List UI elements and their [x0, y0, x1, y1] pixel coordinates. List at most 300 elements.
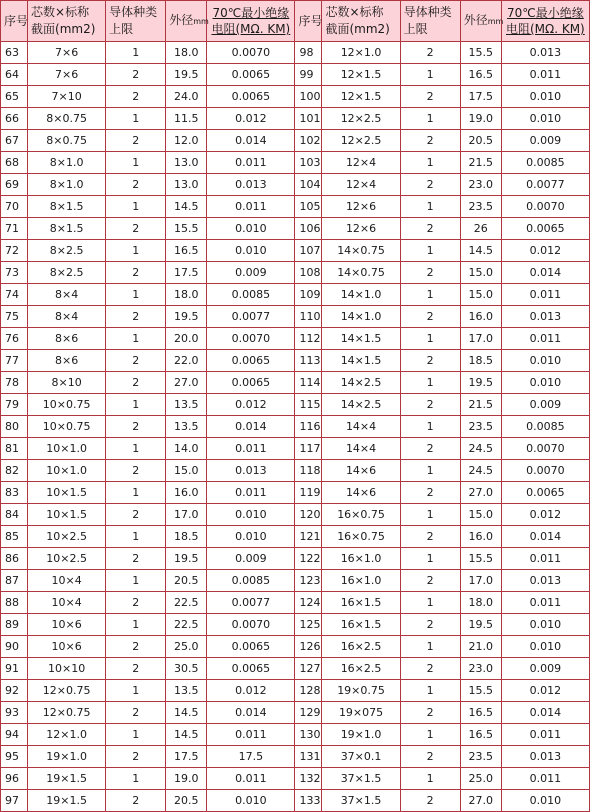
cell-no-left: 78 — [1, 372, 28, 394]
cell-insulation-resistance-left: 0.010 — [207, 218, 295, 240]
cell-no-right: 114 — [295, 372, 322, 394]
table-row — [1, 658, 590, 680]
cell-insulation-resistance-right: 0.010 — [501, 636, 589, 658]
table-row — [1, 130, 590, 152]
cell-insulation-resistance-left: 0.0077 — [207, 592, 295, 614]
cell-no-left: 76 — [1, 328, 28, 350]
table-row — [1, 570, 590, 592]
cell-conductor-type-left: 1 — [106, 108, 166, 130]
cell-outer-diameter-right: 21.5 — [460, 152, 501, 174]
cell-conductor-type-right: 1 — [400, 240, 460, 262]
cell-insulation-resistance-left: 0.012 — [207, 108, 295, 130]
cell-cross-section-right: 37×1.5 — [322, 790, 400, 812]
table-row — [1, 350, 590, 372]
cell-cross-section-right: 12×4 — [322, 174, 400, 196]
cell-insulation-resistance-left: 0.011 — [207, 152, 295, 174]
cell-outer-diameter-right: 17.5 — [460, 86, 501, 108]
cell-no-right: 116 — [295, 416, 322, 438]
cell-no-left: 95 — [1, 746, 28, 768]
cell-insulation-resistance-left: 0.011 — [207, 482, 295, 504]
cell-outer-diameter-left: 17.0 — [166, 504, 207, 526]
cell-no-left: 81 — [1, 438, 28, 460]
cell-conductor-type-right: 1 — [400, 768, 460, 790]
cell-no-right: 128 — [295, 680, 322, 702]
table-row — [1, 746, 590, 768]
cell-conductor-type-left: 1 — [106, 152, 166, 174]
cell-cross-section-left: 10×0.75 — [28, 416, 106, 438]
cell-outer-diameter-right: 18.0 — [460, 592, 501, 614]
cell-cross-section-right: 14×2.5 — [322, 372, 400, 394]
table-row — [1, 328, 590, 350]
cell-insulation-resistance-left: 0.014 — [207, 702, 295, 724]
cell-conductor-type-left: 2 — [106, 218, 166, 240]
cell-outer-diameter-left: 15.5 — [166, 218, 207, 240]
cell-cross-section-left: 7×10 — [28, 86, 106, 108]
cell-cross-section-left: 8×2.5 — [28, 262, 106, 284]
cell-no-right: 113 — [295, 350, 322, 372]
cell-no-left: 75 — [1, 306, 28, 328]
cell-conductor-type-left: 1 — [106, 438, 166, 460]
cell-conductor-type-left: 1 — [106, 526, 166, 548]
cell-conductor-type-left: 1 — [106, 570, 166, 592]
header-no-left: 序号 — [1, 1, 28, 42]
cell-outer-diameter-left: 14.5 — [166, 196, 207, 218]
table-row — [1, 460, 590, 482]
cell-outer-diameter-right: 24.5 — [460, 438, 501, 460]
cell-conductor-type-left: 2 — [106, 460, 166, 482]
cell-outer-diameter-left: 14.5 — [166, 724, 207, 746]
cell-insulation-resistance-right: 0.013 — [501, 570, 589, 592]
cell-outer-diameter-left: 13.5 — [166, 680, 207, 702]
cell-insulation-resistance-left: 0.011 — [207, 768, 295, 790]
cell-cross-section-right: 16×1.5 — [322, 614, 400, 636]
cell-no-right: 99 — [295, 64, 322, 86]
cell-conductor-type-right: 1 — [400, 328, 460, 350]
cell-no-left: 70 — [1, 196, 28, 218]
header-insulation-line2: 电阻(MΩ. KM) — [211, 22, 291, 36]
cell-insulation-resistance-right: 0.011 — [501, 768, 589, 790]
cell-conductor-type-left: 1 — [106, 614, 166, 636]
cell-conductor-type-left: 1 — [106, 328, 166, 350]
cell-conductor-type-right: 2 — [400, 790, 460, 812]
cell-insulation-resistance-right: 0.014 — [501, 702, 589, 724]
cell-cross-section-right: 14×0.75 — [322, 240, 400, 262]
cell-insulation-resistance-right: 0.011 — [501, 64, 589, 86]
cell-outer-diameter-left: 24.0 — [166, 86, 207, 108]
cell-insulation-resistance-left: 0.012 — [207, 394, 295, 416]
cell-insulation-resistance-right: 0.0070 — [501, 460, 589, 482]
cell-conductor-type-right: 2 — [400, 702, 460, 724]
cell-insulation-resistance-right: 0.010 — [501, 350, 589, 372]
cell-no-left: 73 — [1, 262, 28, 284]
cell-cross-section-right: 12×1.5 — [322, 86, 400, 108]
cell-cross-section-left: 10×1.0 — [28, 460, 106, 482]
cell-insulation-resistance-left: 0.014 — [207, 130, 295, 152]
cell-no-right: 101 — [295, 108, 322, 130]
cell-outer-diameter-left: 13.0 — [166, 174, 207, 196]
cell-conductor-type-right: 2 — [400, 570, 460, 592]
cell-no-right: 110 — [295, 306, 322, 328]
cell-outer-diameter-right: 15.0 — [460, 262, 501, 284]
cell-insulation-resistance-right: 0.010 — [501, 108, 589, 130]
cell-insulation-resistance-left: 0.009 — [207, 262, 295, 284]
cell-cross-section-left: 19×1.5 — [28, 790, 106, 812]
header-conductor-type-line2: 上限 — [403, 22, 428, 36]
cell-conductor-type-right: 2 — [400, 350, 460, 372]
cell-conductor-type-right: 1 — [400, 416, 460, 438]
table-row — [1, 702, 590, 724]
cell-conductor-type-right: 1 — [400, 108, 460, 130]
cell-cross-section-left: 8×0.75 — [28, 108, 106, 130]
cell-conductor-type-right: 1 — [400, 592, 460, 614]
cell-insulation-resistance-left: 0.0070 — [207, 328, 295, 350]
cell-insulation-resistance-right: 0.011 — [501, 328, 589, 350]
cell-outer-diameter-right: 19.5 — [460, 372, 501, 394]
header-conductor-type-line2: 上限 — [109, 22, 134, 36]
cell-cross-section-left: 10×10 — [28, 658, 106, 680]
cell-outer-diameter-right: 23.0 — [460, 658, 501, 680]
cell-no-right: 120 — [295, 504, 322, 526]
cell-insulation-resistance-right: 0.012 — [501, 240, 589, 262]
cell-outer-diameter-right: 20.5 — [460, 130, 501, 152]
cell-conductor-type-left: 2 — [106, 416, 166, 438]
cell-insulation-resistance-left: 0.0077 — [207, 306, 295, 328]
table-row — [1, 504, 590, 526]
cell-outer-diameter-left: 13.0 — [166, 152, 207, 174]
cell-cross-section-left: 10×6 — [28, 614, 106, 636]
cell-conductor-type-right: 2 — [400, 262, 460, 284]
cell-insulation-resistance-right: 0.0077 — [501, 174, 589, 196]
cell-outer-diameter-right: 21.0 — [460, 636, 501, 658]
cell-outer-diameter-right: 15.5 — [460, 548, 501, 570]
cell-conductor-type-left: 2 — [106, 790, 166, 812]
cell-cross-section-left: 8×2.5 — [28, 240, 106, 262]
cell-no-left: 79 — [1, 394, 28, 416]
cell-insulation-resistance-right: 0.0085 — [501, 416, 589, 438]
table-row — [1, 108, 590, 130]
cell-conductor-type-left: 1 — [106, 768, 166, 790]
cell-no-right: 127 — [295, 658, 322, 680]
cell-cross-section-right: 14×1.5 — [322, 350, 400, 372]
cell-conductor-type-right: 2 — [400, 394, 460, 416]
cell-cross-section-right: 14×1.5 — [322, 328, 400, 350]
cell-cross-section-left: 8×1.0 — [28, 152, 106, 174]
cell-no-left: 89 — [1, 614, 28, 636]
cell-insulation-resistance-right: 0.013 — [501, 746, 589, 768]
cell-outer-diameter-left: 16.5 — [166, 240, 207, 262]
cell-insulation-resistance-left: 0.009 — [207, 548, 295, 570]
cell-cross-section-right: 12×2.5 — [322, 130, 400, 152]
cell-conductor-type-right: 2 — [400, 306, 460, 328]
cell-no-right: 115 — [295, 394, 322, 416]
header-outer-diameter-label: 外径 — [169, 13, 194, 27]
header-cross-section-line2: 截面(mm2) — [325, 22, 390, 36]
cell-outer-diameter-left: 19.5 — [166, 306, 207, 328]
cell-insulation-resistance-right: 0.009 — [501, 658, 589, 680]
header-outer-diameter-label: 外径 — [463, 13, 488, 27]
cell-outer-diameter-left: 14.0 — [166, 438, 207, 460]
cell-insulation-resistance-right: 0.0065 — [501, 218, 589, 240]
cell-no-left: 67 — [1, 130, 28, 152]
cell-cross-section-left: 8×0.75 — [28, 130, 106, 152]
table-row — [1, 174, 590, 196]
cell-insulation-resistance-right: 0.0085 — [501, 152, 589, 174]
cell-cross-section-left: 10×1.5 — [28, 504, 106, 526]
cell-insulation-resistance-right: 0.0065 — [501, 482, 589, 504]
cell-insulation-resistance-right: 0.011 — [501, 284, 589, 306]
cell-outer-diameter-left: 20.0 — [166, 328, 207, 350]
cell-conductor-type-left: 2 — [106, 262, 166, 284]
cell-cross-section-left: 7×6 — [28, 42, 106, 64]
cell-no-left: 72 — [1, 240, 28, 262]
cell-insulation-resistance-left: 0.0065 — [207, 64, 295, 86]
cell-conductor-type-right: 1 — [400, 284, 460, 306]
cell-no-left: 74 — [1, 284, 28, 306]
cell-outer-diameter-right: 25.0 — [460, 768, 501, 790]
table-row — [1, 614, 590, 636]
cell-conductor-type-right: 2 — [400, 438, 460, 460]
cell-conductor-type-right: 1 — [400, 724, 460, 746]
cell-conductor-type-right: 1 — [400, 152, 460, 174]
cell-no-right: 121 — [295, 526, 322, 548]
cell-conductor-type-left: 1 — [106, 42, 166, 64]
cell-no-left: 97 — [1, 790, 28, 812]
cell-cross-section-right: 14×2.5 — [322, 394, 400, 416]
cell-cross-section-right: 12×6 — [322, 218, 400, 240]
cell-cross-section-left: 8×4 — [28, 306, 106, 328]
cell-outer-diameter-left: 17.5 — [166, 746, 207, 768]
cell-conductor-type-left: 1 — [106, 284, 166, 306]
cell-outer-diameter-right: 17.0 — [460, 328, 501, 350]
cell-no-left: 92 — [1, 680, 28, 702]
cell-outer-diameter-left: 11.5 — [166, 108, 207, 130]
cell-cross-section-left: 8×4 — [28, 284, 106, 306]
cell-conductor-type-right: 1 — [400, 64, 460, 86]
table-row — [1, 592, 590, 614]
cell-outer-diameter-right: 23.5 — [460, 416, 501, 438]
header-insulation-left — [207, 1, 295, 42]
cell-outer-diameter-left: 12.0 — [166, 130, 207, 152]
table-row — [1, 218, 590, 240]
cell-no-left: 82 — [1, 460, 28, 482]
cell-conductor-type-left: 2 — [106, 174, 166, 196]
cell-insulation-resistance-left: 0.012 — [207, 680, 295, 702]
cell-no-left: 90 — [1, 636, 28, 658]
cell-insulation-resistance-left: 0.010 — [207, 240, 295, 262]
cell-no-left: 85 — [1, 526, 28, 548]
header-cross-section-right — [322, 1, 400, 42]
cell-conductor-type-left: 1 — [106, 482, 166, 504]
cell-outer-diameter-left: 22.5 — [166, 592, 207, 614]
cell-cross-section-right: 37×1.5 — [322, 768, 400, 790]
cell-insulation-resistance-left: 0.013 — [207, 174, 295, 196]
cell-conductor-type-left: 2 — [106, 64, 166, 86]
cell-cross-section-left: 19×1.5 — [28, 768, 106, 790]
table-row — [1, 680, 590, 702]
cell-cross-section-left: 8×6 — [28, 328, 106, 350]
cell-outer-diameter-left: 13.5 — [166, 416, 207, 438]
table-row — [1, 438, 590, 460]
cell-outer-diameter-right: 16.5 — [460, 724, 501, 746]
table-row — [1, 482, 590, 504]
cell-cross-section-left: 19×1.0 — [28, 746, 106, 768]
cell-insulation-resistance-left: 0.010 — [207, 504, 295, 526]
header-conductor-type-line1: 导体种类 — [403, 5, 452, 19]
cell-no-left: 93 — [1, 702, 28, 724]
table-row — [1, 790, 590, 812]
cell-outer-diameter-left: 30.5 — [166, 658, 207, 680]
cell-no-right: 107 — [295, 240, 322, 262]
cell-no-right: 102 — [295, 130, 322, 152]
cell-conductor-type-left: 1 — [106, 394, 166, 416]
cell-cross-section-right: 16×0.75 — [322, 504, 400, 526]
cell-no-left: 96 — [1, 768, 28, 790]
cell-insulation-resistance-right: 0.010 — [501, 372, 589, 394]
table-body — [1, 42, 590, 812]
cell-conductor-type-right: 1 — [400, 504, 460, 526]
cell-no-right: 132 — [295, 768, 322, 790]
cell-conductor-type-left: 1 — [106, 240, 166, 262]
cell-no-right: 104 — [295, 174, 322, 196]
cell-no-right: 131 — [295, 746, 322, 768]
cell-conductor-type-left: 2 — [106, 86, 166, 108]
cell-no-left: 63 — [1, 42, 28, 64]
cell-insulation-resistance-right: 0.014 — [501, 526, 589, 548]
cell-outer-diameter-left: 25.0 — [166, 636, 207, 658]
cell-insulation-resistance-left: 0.0085 — [207, 570, 295, 592]
cell-cross-section-left: 10×6 — [28, 636, 106, 658]
cell-cross-section-left: 12×0.75 — [28, 702, 106, 724]
cell-no-right: 119 — [295, 482, 322, 504]
cell-insulation-resistance-right: 0.010 — [501, 86, 589, 108]
cell-insulation-resistance-left: 0.010 — [207, 790, 295, 812]
cell-insulation-resistance-left: 0.0085 — [207, 284, 295, 306]
cell-insulation-resistance-left: 0.0065 — [207, 86, 295, 108]
cell-cross-section-right: 12×2.5 — [322, 108, 400, 130]
cell-cross-section-right: 12×1.0 — [322, 42, 400, 64]
cell-insulation-resistance-right: 0.011 — [501, 724, 589, 746]
cell-no-right: 129 — [295, 702, 322, 724]
cell-conductor-type-right: 1 — [400, 372, 460, 394]
cell-insulation-resistance-right: 0.0070 — [501, 438, 589, 460]
cell-no-right: 130 — [295, 724, 322, 746]
cell-no-right: 106 — [295, 218, 322, 240]
cell-conductor-type-left: 1 — [106, 196, 166, 218]
cell-insulation-resistance-left: 0.0070 — [207, 42, 295, 64]
cell-cross-section-right: 12×1.5 — [322, 64, 400, 86]
table-row — [1, 526, 590, 548]
cell-insulation-resistance-right: 0.009 — [501, 394, 589, 416]
cell-outer-diameter-left: 17.5 — [166, 262, 207, 284]
table-row — [1, 394, 590, 416]
cell-insulation-resistance-right: 0.014 — [501, 262, 589, 284]
cell-cross-section-right: 16×2.5 — [322, 658, 400, 680]
cell-insulation-resistance-right: 0.011 — [501, 592, 589, 614]
cell-no-right: 125 — [295, 614, 322, 636]
cell-cross-section-right: 16×0.75 — [322, 526, 400, 548]
cell-insulation-resistance-left: 17.5 — [207, 746, 295, 768]
cell-conductor-type-right: 2 — [400, 42, 460, 64]
cell-conductor-type-left: 2 — [106, 636, 166, 658]
cell-no-right: 124 — [295, 592, 322, 614]
cell-outer-diameter-right: 15.0 — [460, 284, 501, 306]
cell-cross-section-right: 12×4 — [322, 152, 400, 174]
cell-insulation-resistance-right: 0.012 — [501, 680, 589, 702]
cell-outer-diameter-right: 16.5 — [460, 64, 501, 86]
cell-no-left: 84 — [1, 504, 28, 526]
cell-no-right: 126 — [295, 636, 322, 658]
header-outer-diameter-unit: mm — [193, 17, 209, 26]
cell-no-right: 100 — [295, 86, 322, 108]
cell-no-right: 117 — [295, 438, 322, 460]
cell-cross-section-right: 14×4 — [322, 438, 400, 460]
cell-insulation-resistance-right: 0.013 — [501, 306, 589, 328]
cell-no-left: 80 — [1, 416, 28, 438]
cell-outer-diameter-right: 18.5 — [460, 350, 501, 372]
cell-conductor-type-left: 2 — [106, 306, 166, 328]
cell-insulation-resistance-right: 0.0070 — [501, 196, 589, 218]
header-no-right: 序号 — [295, 1, 322, 42]
cell-cross-section-right: 19×1.0 — [322, 724, 400, 746]
cell-no-left: 71 — [1, 218, 28, 240]
cell-conductor-type-left: 2 — [106, 350, 166, 372]
cell-outer-diameter-right: 27.0 — [460, 482, 501, 504]
cell-no-left: 77 — [1, 350, 28, 372]
table-row — [1, 262, 590, 284]
cell-cross-section-left: 10×1.0 — [28, 438, 106, 460]
cell-cross-section-right: 14×6 — [322, 482, 400, 504]
cell-conductor-type-left: 2 — [106, 746, 166, 768]
cell-cross-section-right: 16×1.0 — [322, 570, 400, 592]
cell-outer-diameter-left: 16.0 — [166, 482, 207, 504]
cell-conductor-type-left: 2 — [106, 548, 166, 570]
cell-cross-section-right: 14×1.0 — [322, 284, 400, 306]
cell-outer-diameter-right: 27.0 — [460, 790, 501, 812]
cell-no-right: 133 — [295, 790, 322, 812]
cell-conductor-type-left: 2 — [106, 658, 166, 680]
cell-conductor-type-right: 1 — [400, 636, 460, 658]
cell-outer-diameter-left: 18.5 — [166, 526, 207, 548]
cell-conductor-type-right: 2 — [400, 526, 460, 548]
header-outer-diameter-unit: mm — [487, 17, 504, 26]
header-insulation-line2: 电阻(MΩ. KM) — [506, 22, 585, 36]
cell-insulation-resistance-left: 0.014 — [207, 416, 295, 438]
cell-insulation-resistance-left: 0.011 — [207, 438, 295, 460]
header-conductor-type-right — [400, 1, 460, 42]
cell-outer-diameter-right: 15.5 — [460, 680, 501, 702]
table-row — [1, 724, 590, 746]
cell-conductor-type-right: 1 — [400, 548, 460, 570]
cell-conductor-type-right: 2 — [400, 130, 460, 152]
cell-conductor-type-right: 2 — [400, 174, 460, 196]
table-row — [1, 306, 590, 328]
cell-cross-section-left: 10×2.5 — [28, 548, 106, 570]
cell-outer-diameter-left: 19.0 — [166, 768, 207, 790]
cell-cross-section-left: 8×10 — [28, 372, 106, 394]
cell-outer-diameter-left: 18.0 — [166, 284, 207, 306]
cell-outer-diameter-right: 23.5 — [460, 746, 501, 768]
cell-cross-section-left: 8×1.5 — [28, 218, 106, 240]
cell-conductor-type-right: 1 — [400, 460, 460, 482]
cell-outer-diameter-left: 22.5 — [166, 614, 207, 636]
header-outer-diameter-right — [460, 1, 504, 42]
cell-outer-diameter-right: 17.0 — [460, 570, 501, 592]
cell-cross-section-left: 10×4 — [28, 592, 106, 614]
cell-conductor-type-left: 2 — [106, 372, 166, 394]
cell-outer-diameter-left: 20.5 — [166, 790, 207, 812]
cell-outer-diameter-right: 19.0 — [460, 108, 501, 130]
cell-cross-section-left: 12×1.0 — [28, 724, 106, 746]
